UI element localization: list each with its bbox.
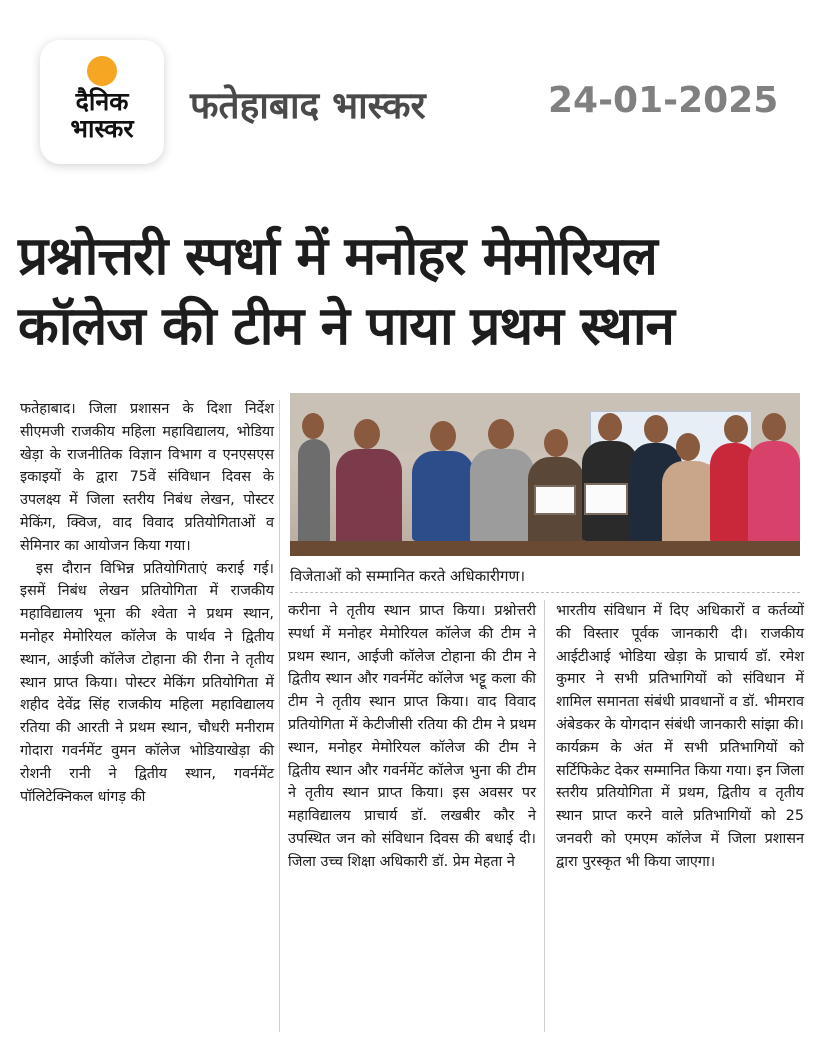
- publication-date: 24-01-2025: [548, 80, 779, 121]
- award-ceremony-photo-icon: [290, 393, 800, 556]
- certificate: [584, 483, 628, 515]
- column3-text: भारतीय संविधान में दिए अधिकारों व कर्तव्यों की विस्तार पूर्वक जानकारी दी। राजकीय आईटीआई भोडिया खेड़ा के प्राचार्य डॉ. रमेश कुमार ने सभी प्रतिभागियों को संविधान में शामिल समानता संबंधी प्रावधानों व डॉ. भीमराव अंबेडकर के योगदान संबंधी जानकारी सांझा की। कार्यक्रम के अंत में सभी प्रतिभागियों को सर्टिफिकेट देकर सम्मानित किया गया। इन जिला स्तरीय प्रतियोगिता में प्रथम, द्वितीय व तृतीय स्थान प्राप्त करने वाले प्रतिभागियों को 25 जनवरी को एमएम कॉलेज में जिला प्रशासन द्वारा पुरस्कृत भी किया जाएगा।: [556, 603, 804, 870]
- column-divider-2: [544, 600, 545, 1032]
- photo-caption: विजेताओं को सम्मानित करते अधिकारीगण।: [290, 566, 800, 593]
- column1-paragraph-1: फतेहाबाद। जिला प्रशासन के दिशा निर्देश सीएमजी राजकीय महिला महाविद्यालय, भोडिया खेड़ा के राजनीतिक विज्ञान विभाग व एनएसएस इकाइयों के द्वारा 75वें संविधान दिवस के उपलक्ष्य में जिला स्तरीय निबंध लेखन, पोस्टर मेकिंग, क्विज, वाद विवाद प्रतियोगिताओं व सेमिनार का आयोजन किया गया।: [20, 401, 274, 554]
- column-divider-1: [279, 400, 280, 1032]
- logo-wordmark: [40, 88, 164, 142]
- photo-desk: [290, 541, 800, 556]
- logo-line-1: दैनिक: [75, 87, 129, 116]
- page-header: [0, 0, 815, 180]
- logo-sun-icon: [87, 56, 117, 86]
- article-column-2: [288, 600, 536, 874]
- dainik-bhaskar-logo-icon: [40, 40, 164, 164]
- column1-paragraph-2: इस दौरान विभिन्न प्रतियोगिताएं कराई गई। इसमें निबंध लेखन प्रतियोगिता में राजकीय महाविद्यालय भूना की श्वेता ने प्रथम स्थान, मनोहर मेमोरियल कॉलेज के पार्थव ने द्वितीय स्थान, आईजी कॉलेज टोहाना की रीना ने तृतीय स्थान प्राप्त किया। पोस्टर मेकिंग प्रतियोगिता में शहीद देवेंद्र सिंह राजकीय महिला महाविद्यालय रतिया की आरती ने प्रथम स्थान, चौधरी मनीराम गोदारा गवर्नमेंट वुमन कॉलेज भोडियाखेड़ा की रोशनी रानी ने द्वितीय स्थान, गवर्नमेंट पॉलिटेक्निकल धांगड़ की: [20, 560, 274, 805]
- column2-text: करीना ने तृतीय स्थान प्राप्त किया। प्रश्नोत्तरी स्पर्धा में मनोहर मेमोरियल कॉलेज की टीम ने प्रथम स्थान, आईजी कॉलेज टोहाना की टीम ने द्वितीय स्थान और गवर्नमेंट कॉलेज भट्टू कला की टीम ने तृतीय स्थान प्राप्त किया। वाद विवाद प्रतियोगिता में केटीजीसी रतिया की टीम ने प्रथम स्थान, मनोहर मेमोरियल कॉलेज की टीम ने द्वितीय स्थान और गवर्नमेंट कॉलेज भुना की टीम ने तृतीय स्थान प्राप्त किया। इस अवसर पर महाविद्यालय प्राचार्य डॉ. लखबीर कौर ने उपस्थित जन को संविधान दिवस की बधाई दी। जिला उच्च शिक्षा अधिकारी डॉ. प्रेम मेहता ने: [288, 603, 536, 870]
- article-column-3: [556, 600, 804, 874]
- article-headline: [18, 222, 803, 362]
- headline-line-2: कॉलेज की टीम ने पाया प्रथम स्थान: [18, 296, 674, 357]
- edition-name: फतेहाबाद भास्कर: [190, 84, 426, 127]
- headline-line-1: प्रश्नोत्तरी स्पर्धा में मनोहर मेमोरियल: [18, 226, 657, 287]
- logo-line-2: भास्कर: [70, 114, 134, 143]
- article-column-1: [20, 398, 274, 808]
- certificate: [534, 485, 576, 515]
